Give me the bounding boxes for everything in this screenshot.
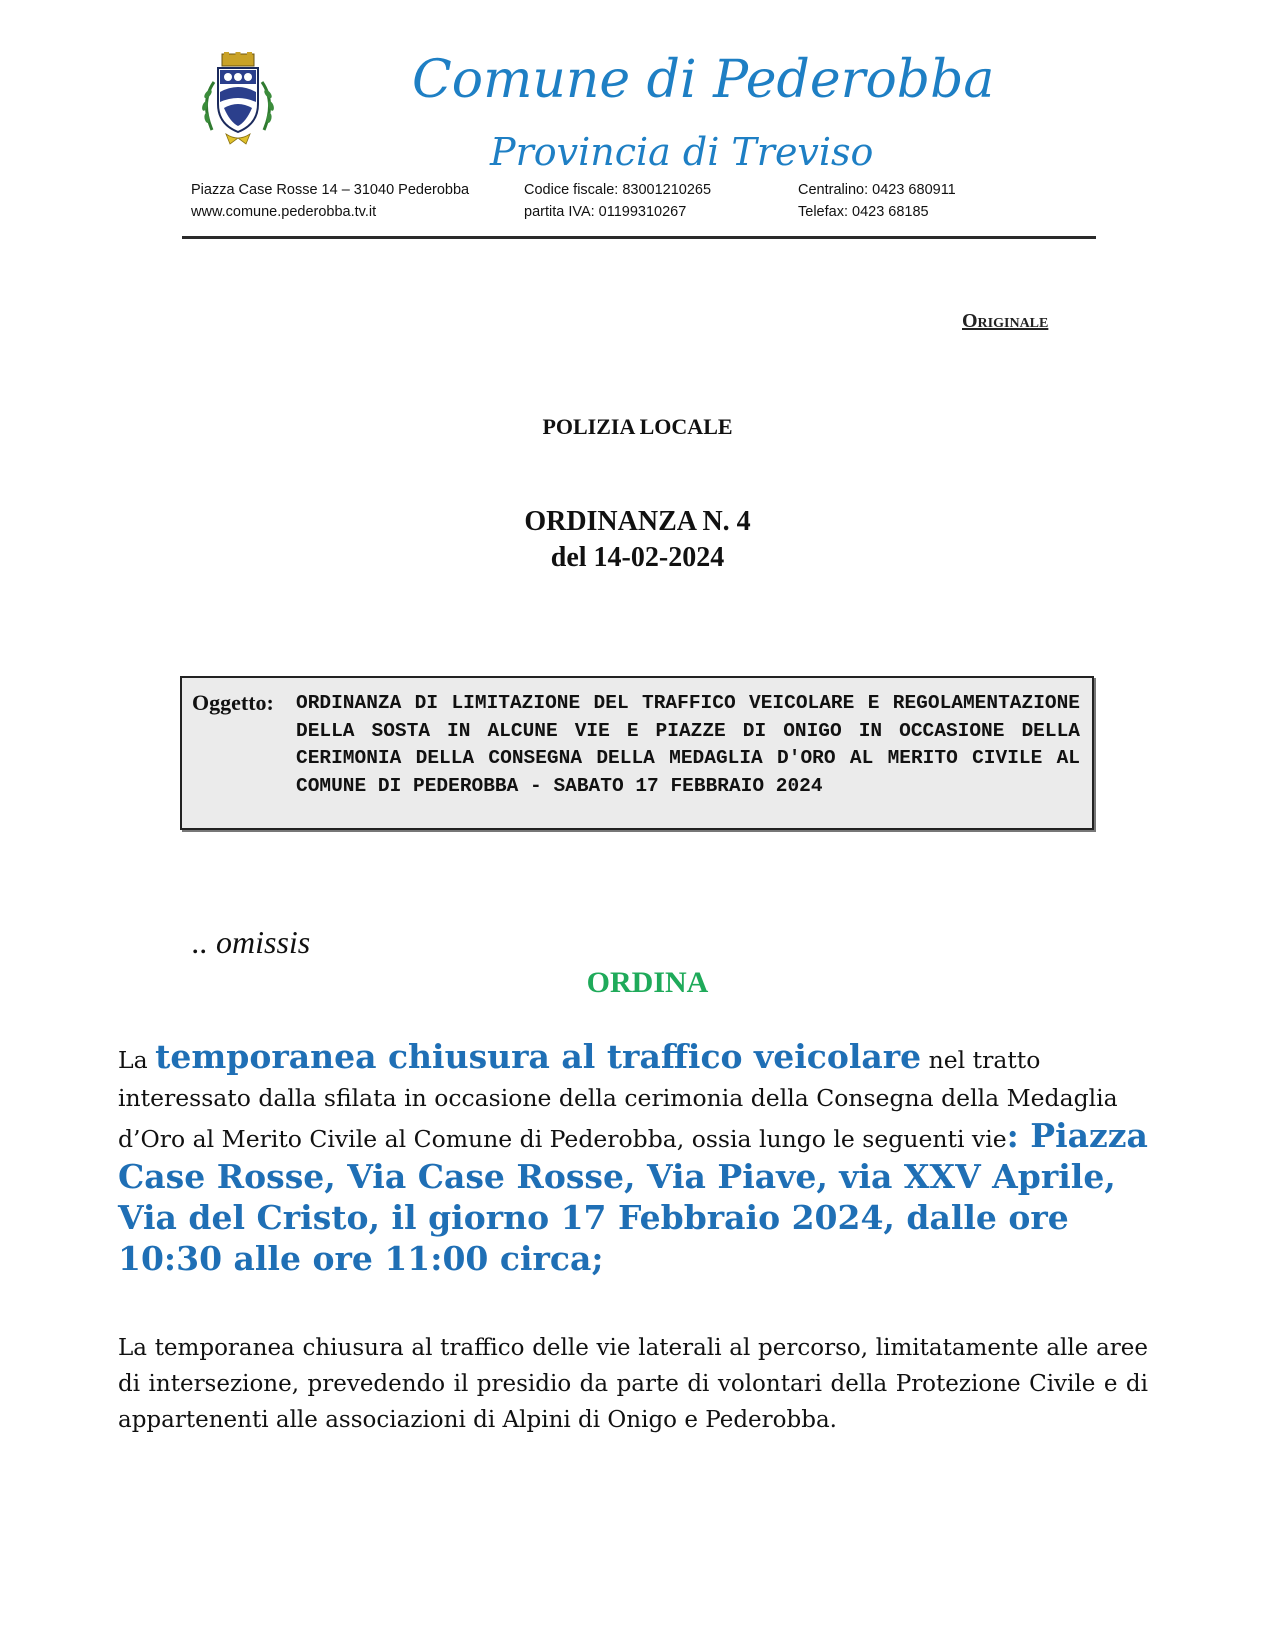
ordinance-date: del 14-02-2024 bbox=[550, 542, 725, 573]
omissis-text: .. omissis bbox=[192, 924, 311, 960]
vat-number-text: partita IVA: 01199310267 bbox=[524, 204, 687, 220]
p1-highlight: temporanea chiusura al traffico veicolare bbox=[155, 1037, 922, 1076]
address-text: Piazza Case Rosse 14 – 31040 Pederobba bbox=[191, 182, 470, 198]
fax-number-text: Telefax: 0423 68185 bbox=[798, 204, 929, 220]
ordinance-heading bbox=[0, 504, 1275, 576]
header-divider bbox=[182, 236, 1096, 239]
switchboard-phone-text: Centralino: 0423 680911 bbox=[798, 182, 956, 198]
ordinance-number: ORDINANZA N. 4 bbox=[524, 506, 751, 537]
municipal-crest-icon bbox=[188, 52, 288, 152]
subject-label: Oggetto: bbox=[192, 690, 274, 715]
p1-streets: : Piazza Case Rosse, Via Case Rosse, Via Piave, via XXV Aprile, Via del Cristo, il giorno 17 Febbraio 2024, dalle ore 10:30 alle ore 11:00 circa; bbox=[118, 1116, 1148, 1278]
p1-middle: nel tratto interessato dalla sfilata in occasione della cerimonia della Consegna della Medaglia d’Oro al Merito Civile al Comune di Pederobba, ossia lungo le seguenti vie bbox=[118, 1046, 1118, 1153]
order-paragraph-2: La temporanea chiusura al traffico delle vie laterali al percorso, limitatamente alle aree di intersezione, prevedendo il presidio da parte di volontari della Protezione Civile e di appartenenti alle associazioni di Alpini di Onigo e Pederobba. bbox=[118, 1335, 1148, 1433]
p1-prefix: La bbox=[118, 1046, 156, 1074]
website-link[interactable]: www.comune.pederobba.tv.it bbox=[191, 204, 377, 220]
subject-text: ORDINANZA DI LIMITAZIONE DEL TRAFFICO VEICOLARE E REGOLAMENTAZIONE DELLA SOSTA IN ALCUNE VIE E PIAZZE DI ONIGO IN OCCASIONE DELLA CERIMONIA DELLA CONSEGNA DELLA MEDAGLIA D'ORO AL MERITO CIVILE AL COMUNE DI PEDEROBBA - SABATO 17 FEBBRAIO 2024 bbox=[296, 692, 1080, 797]
tax-code-text: Codice fiscale: 83001210265 bbox=[524, 182, 712, 198]
department-heading: POLIZIA LOCALE bbox=[542, 414, 733, 439]
original-stamp: Originale bbox=[962, 310, 1049, 332]
order-paragraph-1 bbox=[118, 1038, 1148, 1281]
ordina-heading: ORDINA bbox=[586, 966, 709, 999]
municipality-title: Comune di Pederobba bbox=[412, 50, 995, 110]
province-subtitle: Provincia di Treviso bbox=[490, 130, 874, 174]
subject-box bbox=[180, 676, 1094, 830]
